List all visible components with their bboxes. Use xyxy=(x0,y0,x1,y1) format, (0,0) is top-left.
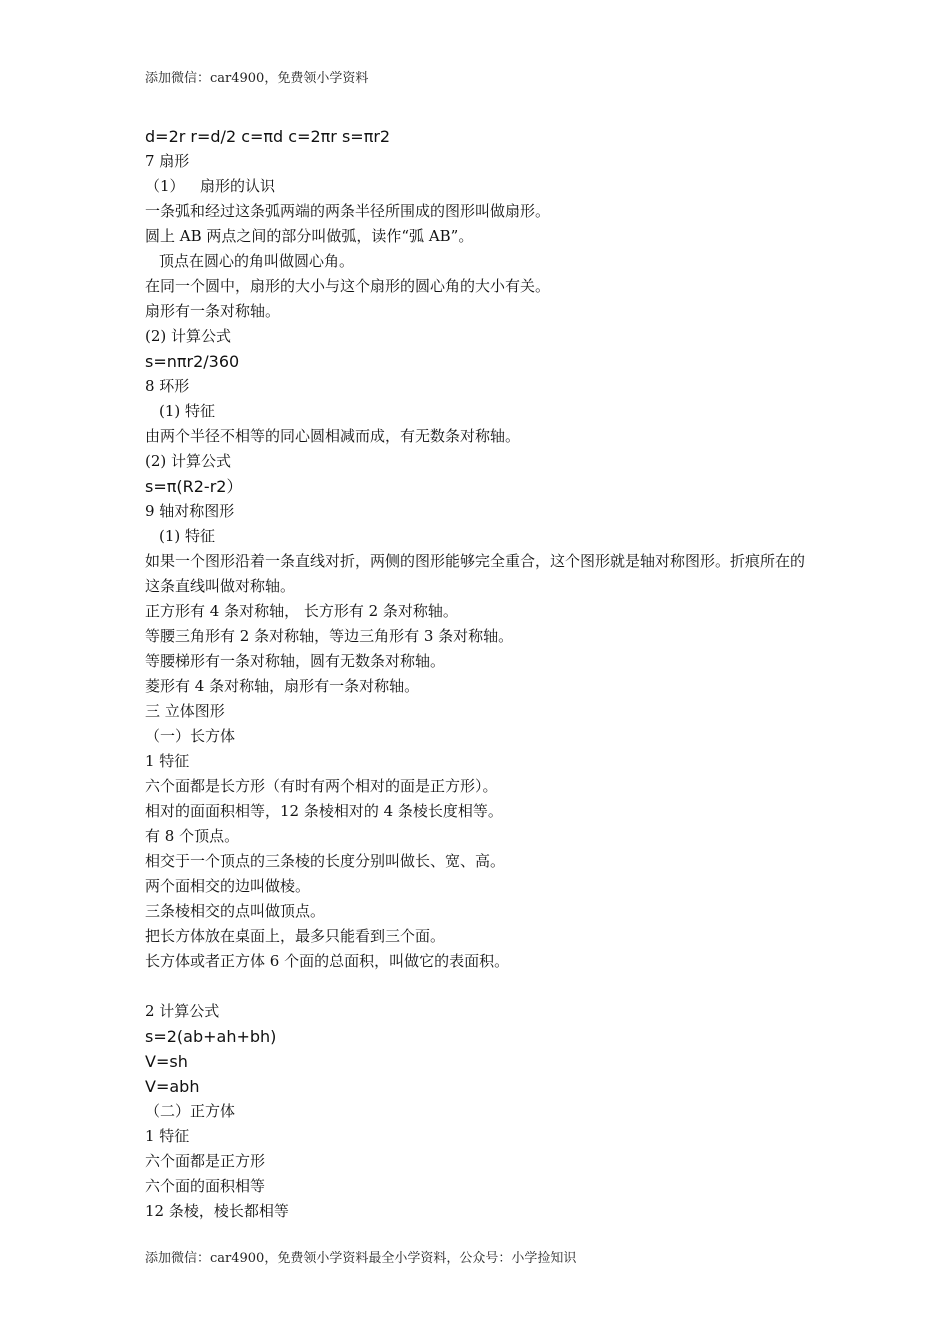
volume-formula: V=sh xyxy=(145,1052,188,1071)
text-line: 六个面的面积相等 xyxy=(145,1177,266,1195)
text-paragraph: 如果一个图形沿着一条直线对折，两侧的图形能够完全重合，这个图形就是轴对称图形。折痕所在的这条直线叫做对称轴。 xyxy=(145,552,806,595)
text-line: 相对的面面积相等，12 条棱相对的 4 条棱长度相等。 xyxy=(145,802,503,820)
subheading-cube: （二）正方体 xyxy=(145,1102,236,1120)
text-line: 有 8 个顶点。 xyxy=(145,827,240,845)
subheading-number: （1） xyxy=(145,177,185,195)
text-line: 正方形有 4 条对称轴， 长方形有 2 条对称轴。 xyxy=(145,602,458,620)
subheading-features: 1 特征 xyxy=(145,1127,190,1145)
subheading-features: 1 特征 xyxy=(145,752,190,770)
text-line: 在同一个圆中，扇形的大小与这个扇形的圆心角的大小有关。 xyxy=(145,277,551,295)
circle-formulas: d=2r r=d/2 c=πd c=2πr s=πr2 xyxy=(145,127,391,146)
text-line: 相交于一个顶点的三条棱的长度分别叫做长、宽、高。 xyxy=(145,852,506,870)
subheading-formula: 2 计算公式 xyxy=(145,1002,220,1020)
subheading-features: (1) 特征 xyxy=(159,402,216,420)
ring-area-formula: s=π(R2-r2） xyxy=(145,477,243,496)
text-line: 六个面都是正方形 xyxy=(145,1152,266,1170)
text-line: 12 条棱，棱长都相等 xyxy=(145,1202,289,1220)
text-line: 顶点在圆心的角叫做圆心角。 xyxy=(159,252,355,270)
subheading-features: (1) 特征 xyxy=(159,527,216,545)
subheading-text: 扇形的认识 xyxy=(200,177,276,195)
text-line: 菱形有 4 条对称轴，扇形有一条对称轴。 xyxy=(145,677,420,695)
subheading-formula: (2) 计算公式 xyxy=(145,327,232,345)
text-line: 等腰梯形有一条对称轴，圆有无数条对称轴。 xyxy=(145,652,446,670)
text-line: 长方体或者正方体 6 个面的总面积，叫做它的表面积。 xyxy=(145,952,510,970)
text-line: 两个面相交的边叫做棱。 xyxy=(145,877,311,895)
text-line: 三条棱相交的点叫做顶点。 xyxy=(145,902,326,920)
text-line: 等腰三角形有 2 条对称轴，等边三角形有 3 条对称轴。 xyxy=(145,627,514,645)
text-line: 由两个半径不相等的同心圆相减而成，有无数条对称轴。 xyxy=(145,427,521,445)
text-line: 圆上 AB 两点之间的部分叫做弧，读作“弧 AB”。 xyxy=(145,227,474,245)
subheading-formula: (2) 计算公式 xyxy=(145,452,232,470)
subheading-sector-recognition xyxy=(145,174,815,199)
blank-line xyxy=(145,974,815,999)
chapter-heading-solids: 三 立体图形 xyxy=(145,702,225,720)
text-line: 六个面都是长方形（有时有两个相对的面是正方形）。 xyxy=(145,777,498,795)
subheading-cuboid: （一）长方体 xyxy=(145,727,236,745)
section-heading-ring: 8 环形 xyxy=(145,377,190,395)
cuboid-surface-formula: s=2(ab+ah+bh) xyxy=(145,1027,277,1046)
page-header: 添加微信：car4900，免费领小学资料 xyxy=(145,71,369,86)
sector-area-formula: s=nπr2/360 xyxy=(145,352,240,371)
volume-formula: V=abh xyxy=(145,1077,200,1096)
text-line: 把长方体放在桌面上，最多只能看到三个面。 xyxy=(145,927,446,945)
text-line: 一条弧和经过这条弧两端的两条半径所围成的图形叫做扇形。 xyxy=(145,202,551,220)
section-heading-sector: 7 扇形 xyxy=(145,152,190,170)
document-body xyxy=(145,124,815,1224)
section-heading-axisymmetric: 9 轴对称图形 xyxy=(145,502,235,520)
page-footer: 添加微信：car4900，免费领小学资料最全小学资料，公众号：小学捡知识 xyxy=(145,1251,577,1266)
text-line: 扇形有一条对称轴。 xyxy=(145,302,281,320)
